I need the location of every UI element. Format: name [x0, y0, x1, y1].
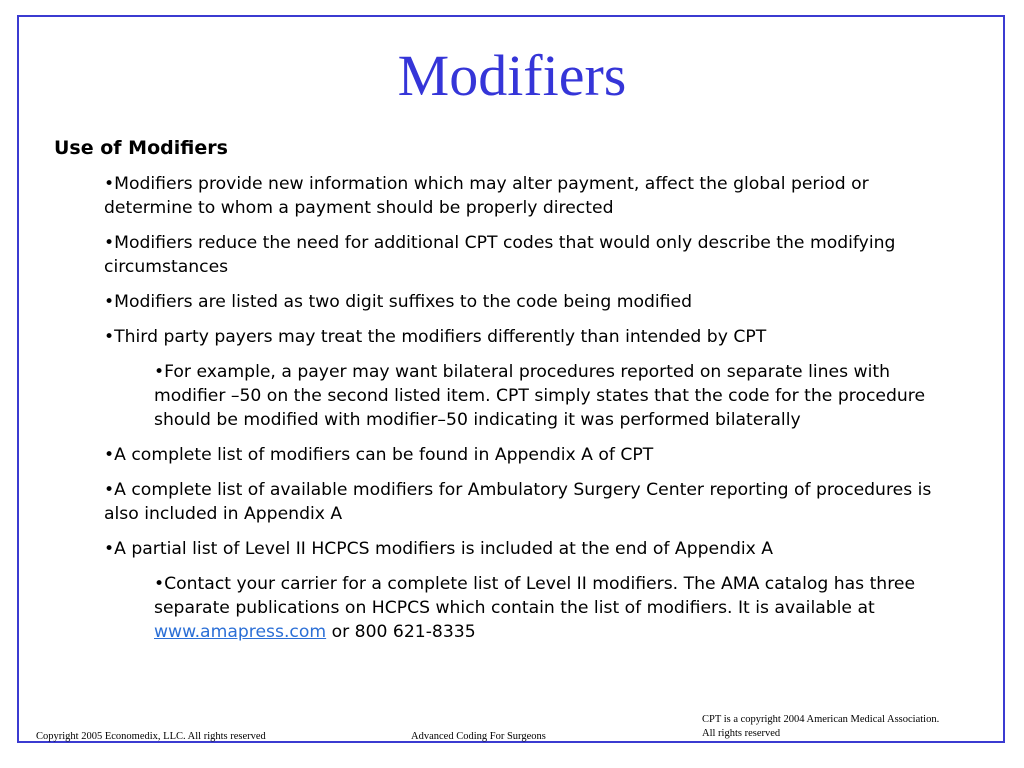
- sub-bullet-bilateral-example: •For example, a payer may want bilateral procedures reported on separate lines with modifier –50 on the second listed item. CPT simply states that the code for the procedure should be modified with modifier–50 indicating it was performed bilaterally: [154, 362, 926, 430]
- slide-content: [54, 134, 954, 655]
- bullet-two-digit-suffixes: •Modifiers are listed as two digit suffixes to the code being modified: [104, 292, 692, 312]
- sub-bullet-contact-carrier: [154, 572, 954, 644]
- bullet-third-party-payers: •Third party payers may treat the modifiers differently than intended by CPT: [104, 327, 767, 347]
- bullet-appendix-a-list: •A complete list of modifiers can be found in Appendix A of CPT: [104, 445, 654, 465]
- bullet-asc-modifiers: •A complete list of available modifiers for Ambulatory Surgery Center reporting of procedures is also included in Appendix A: [104, 480, 932, 524]
- footer-copyright: Copyright 2005 Economedix, LLC. All rights reserved: [36, 731, 266, 742]
- contact-text-before: •Contact your carrier for a complete list of Level II modifiers. The AMA catalog has three separate publications on HCPCS which contain the list of modifiers. It is available at: [154, 574, 916, 618]
- bullet-modifiers-provide-info: •Modifiers provide new information which may alter payment, affect the global period or determine to whom a payment should be properly directed: [104, 174, 869, 218]
- section-heading: Use of Modifiers: [54, 137, 228, 159]
- amapress-link[interactable]: www.amapress.com: [154, 622, 327, 642]
- bullet-hcpcs-partial-list: •A partial list of Level II HCPCS modifiers is included at the end of Appendix A: [104, 539, 774, 559]
- footer-cpt-notice: [702, 713, 982, 741]
- footer-cpt-line1: CPT is a copyright 2004 American Medical Association.: [702, 714, 940, 725]
- footer-course-title: Advanced Coding For Surgeons: [411, 731, 546, 742]
- footer-cpt-line2: All rights reserved: [702, 728, 781, 739]
- contact-text-after: or 800 621-8335: [326, 622, 476, 642]
- slide-title: Modifiers: [397, 43, 627, 108]
- bullet-modifiers-reduce-codes: •Modifiers reduce the need for additional CPT codes that would only describe the modifying circumstances: [104, 233, 896, 277]
